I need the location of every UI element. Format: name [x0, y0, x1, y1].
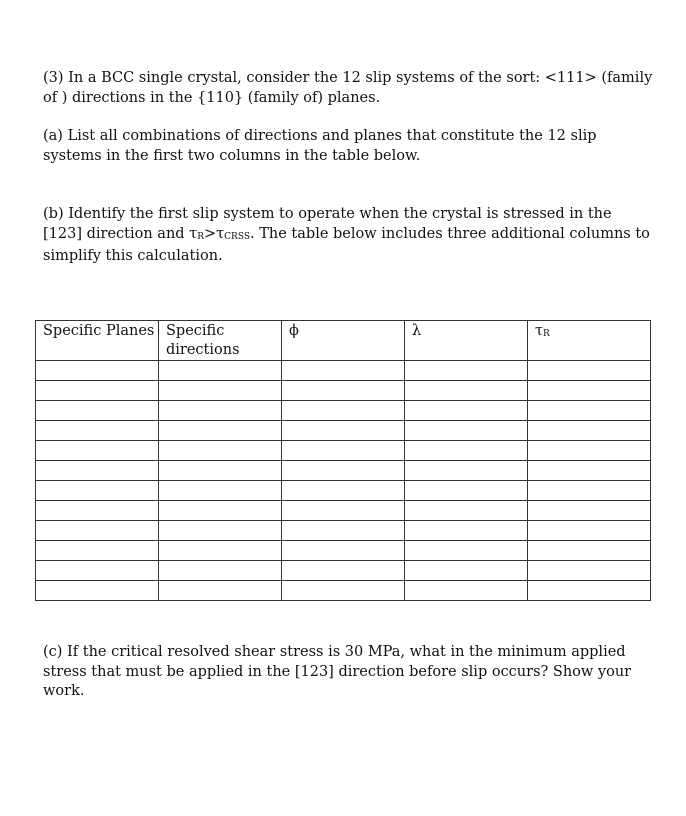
table-cell[interactable]	[282, 401, 405, 421]
table-row	[36, 441, 651, 461]
table-cell[interactable]	[405, 441, 528, 461]
table-row	[36, 361, 651, 381]
table-cell[interactable]	[36, 461, 159, 481]
table-row	[36, 501, 651, 521]
table-cell[interactable]	[528, 401, 651, 421]
table-cell[interactable]	[36, 381, 159, 401]
table-cell[interactable]	[36, 361, 159, 381]
tau-r-subscript: R	[197, 231, 204, 242]
header-specific-planes: Specific Planes	[36, 321, 159, 361]
table-row	[36, 561, 651, 581]
table-cell[interactable]	[282, 561, 405, 581]
header-tau-r	[528, 321, 651, 361]
header-specific-directions: Specific directions	[159, 321, 282, 361]
table-cell[interactable]	[36, 421, 159, 441]
question-intro: (3) In a BCC single crystal, consider the 12 slip systems of the sort: <111> (family of ) directions in the {110} (family of) planes.	[43, 70, 653, 106]
table-cell[interactable]	[528, 521, 651, 541]
part-b-after: . The table below includes three additional columns to simplify this calculation.	[43, 225, 650, 264]
table-cell[interactable]	[159, 541, 282, 561]
header-tau-symbol: τ	[535, 323, 544, 339]
table-cell[interactable]	[159, 361, 282, 381]
table-cell[interactable]	[282, 541, 405, 561]
table-cell[interactable]	[36, 441, 159, 461]
table-cell[interactable]	[405, 461, 528, 481]
table-row	[36, 381, 651, 401]
table-cell[interactable]	[405, 501, 528, 521]
table-cell[interactable]	[36, 481, 159, 501]
table-cell[interactable]	[282, 441, 405, 461]
table-cell[interactable]	[36, 501, 159, 521]
table-cell[interactable]	[528, 381, 651, 401]
table-cell[interactable]	[159, 401, 282, 421]
header-phi: ϕ	[282, 321, 405, 361]
table-cell[interactable]	[528, 561, 651, 581]
part-c-text: (c) If the critical resolved shear stress is 30 MPa, what in the minimum applied stress that must be applied in the [123] direction before slip occurs? Show your work.	[43, 644, 632, 699]
table-cell[interactable]	[405, 581, 528, 601]
table-cell[interactable]	[159, 421, 282, 441]
table-row	[36, 481, 651, 501]
table-cell[interactable]	[405, 381, 528, 401]
table-cell[interactable]	[159, 521, 282, 541]
table-cell[interactable]	[282, 361, 405, 381]
header-lambda: λ	[405, 321, 528, 361]
table-cell[interactable]	[405, 561, 528, 581]
table-cell[interactable]	[159, 481, 282, 501]
table-row	[36, 401, 651, 421]
table-cell[interactable]	[36, 561, 159, 581]
table-header-row	[36, 321, 651, 361]
table-cell[interactable]	[528, 581, 651, 601]
table-cell[interactable]	[528, 461, 651, 481]
table-cell[interactable]	[282, 461, 405, 481]
table-cell[interactable]	[282, 421, 405, 441]
greater-than: >	[203, 225, 217, 242]
table-row	[36, 461, 651, 481]
table-body	[36, 361, 651, 601]
table-cell[interactable]	[528, 441, 651, 461]
slip-systems-table	[35, 320, 651, 601]
table-cell[interactable]	[159, 381, 282, 401]
table-cell[interactable]	[405, 361, 528, 381]
table-cell[interactable]	[159, 461, 282, 481]
tau-symbol: τ	[189, 225, 198, 242]
table-cell[interactable]	[282, 481, 405, 501]
table-cell[interactable]	[159, 561, 282, 581]
table-row	[36, 521, 651, 541]
part-a-text: (a) List all combinations of directions and planes that constitute the 12 slip systems in the first two columns in the table below.	[43, 128, 597, 164]
table-cell[interactable]	[159, 581, 282, 601]
table-cell[interactable]	[405, 481, 528, 501]
table-cell[interactable]	[282, 381, 405, 401]
table-cell[interactable]	[528, 541, 651, 561]
table-cell[interactable]	[159, 501, 282, 521]
table-cell[interactable]	[405, 521, 528, 541]
table-cell[interactable]	[159, 441, 282, 461]
tau-symbol-2: τ	[216, 225, 225, 242]
header-tau-subscript: R	[543, 329, 550, 339]
table-cell[interactable]	[405, 421, 528, 441]
table-cell[interactable]	[36, 521, 159, 541]
table-cell[interactable]	[36, 401, 159, 421]
table-cell[interactable]	[36, 581, 159, 601]
table-row	[36, 581, 651, 601]
table-cell[interactable]	[528, 501, 651, 521]
table-cell[interactable]	[405, 541, 528, 561]
table-row	[36, 541, 651, 561]
part-b-text	[43, 205, 653, 267]
table-row	[36, 421, 651, 441]
table-cell[interactable]	[282, 501, 405, 521]
table-cell[interactable]	[282, 581, 405, 601]
table-cell[interactable]	[36, 541, 159, 561]
part-b-before: (b) Identify the first slip system to operate when the crystal is stressed in the [123] direction and	[43, 206, 612, 242]
table-cell[interactable]	[528, 421, 651, 441]
table-cell[interactable]	[528, 481, 651, 501]
table-cell[interactable]	[405, 401, 528, 421]
table-cell[interactable]	[528, 361, 651, 381]
table-cell[interactable]	[282, 521, 405, 541]
tau-crss-subscript: CRSS	[224, 231, 251, 242]
